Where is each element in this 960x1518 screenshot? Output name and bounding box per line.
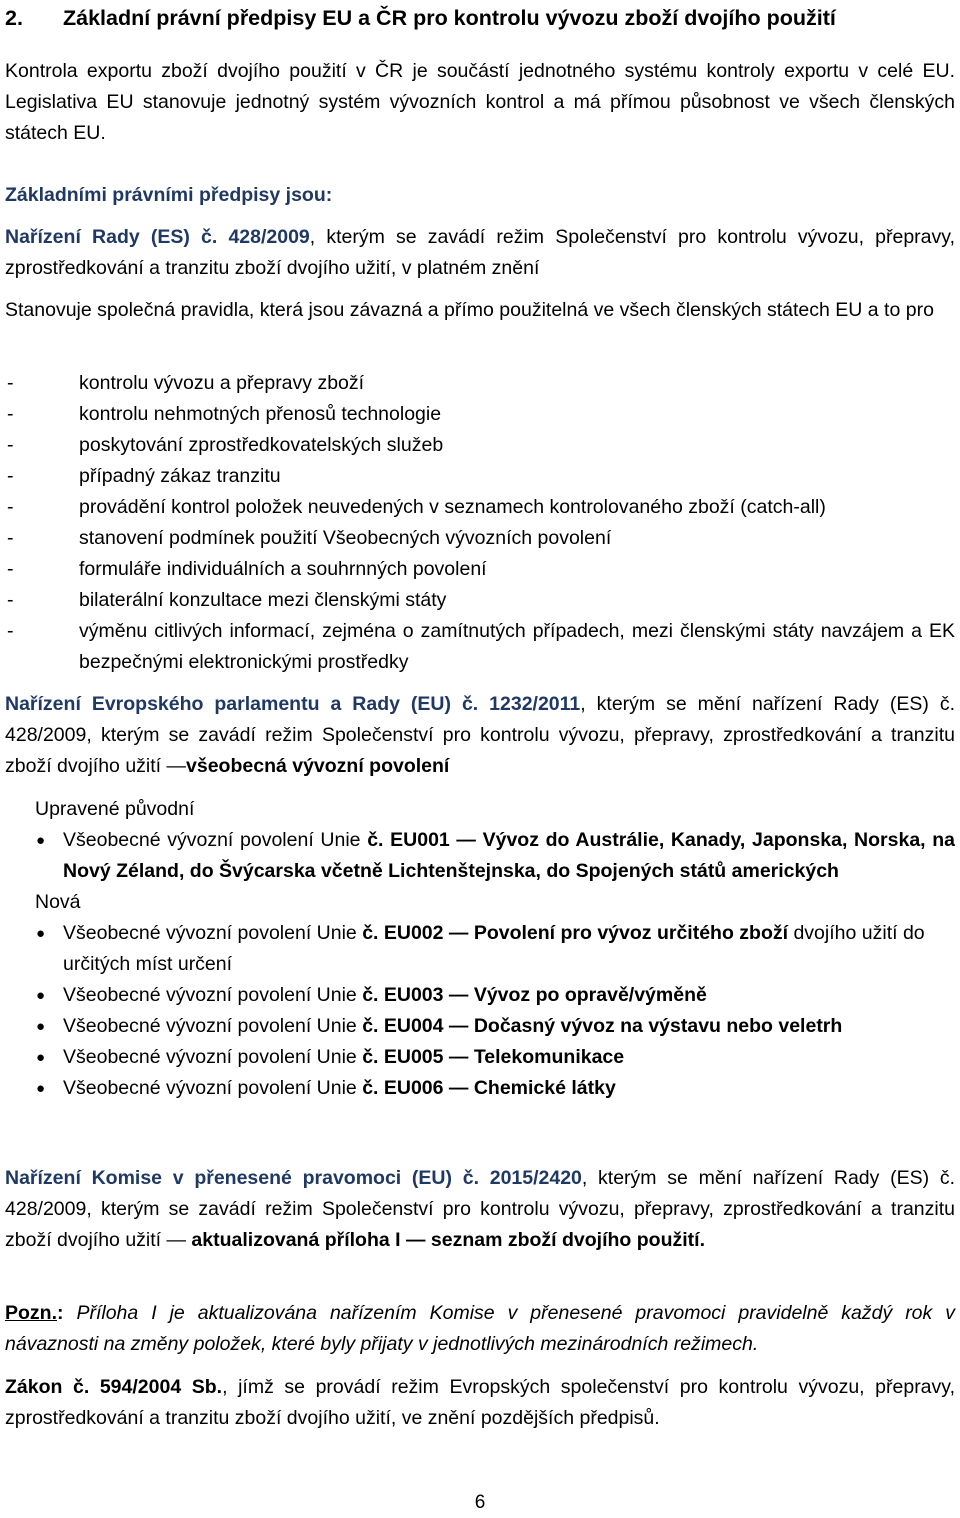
list-item: - případný zákaz tranzitu — [7, 465, 281, 487]
note-text: Příloha I je aktualizována nařízením Komise v přenesené pravomoci pravidelně každý rok v návaznosti na změny položek, které byly přijaty v jednotlivých mezinárodních režimech. — [5, 1302, 955, 1355]
bullet-icon: ● — [36, 832, 46, 849]
list-item: ● Všeobecné vývozní povolení Unie č. EU002 — Povolení pro vývoz určitého zboží dvojího užití do určitých míst určení — [5, 918, 955, 980]
regulation-1232-2011 — [5, 689, 955, 782]
regulation-428-2009 — [5, 222, 955, 284]
regulation-2015-2420 — [5, 1163, 955, 1256]
page-number: 6 — [474, 1492, 486, 1513]
new-label: Nová — [35, 891, 81, 913]
list-item: ● Všeobecné vývozní povolení Unie č. EU001 — Vývoz do Austrálie, Kanady, Japonska, Norska, na Nový Zéland, do Švýcarska včetně Lichtenštejnska, do Spojených států amerických — [5, 825, 955, 887]
bullet-icon: ● — [36, 925, 46, 942]
list-item: - stanovení podmínek použití Všeobecných vývozních povolení — [7, 527, 612, 549]
list-item: - bilaterální konzultace mezi členskými státy — [7, 589, 447, 611]
regulation-2015-2420-emphasis: aktualizovaná příloha I — seznam zboží dvojího použití. — [191, 1229, 705, 1251]
section-number: 2. — [5, 6, 23, 30]
regulation-scope-list — [5, 368, 955, 678]
regulation-428-2009-title: Nařízení Rady (ES) č. 428/2009 — [5, 226, 310, 248]
law-594-2004-title: Zákon č. 594/2004 Sb. — [5, 1376, 223, 1398]
list-item: ● Všeobecné vývozní povolení Unie č. EU005 — Telekomunikace — [5, 1042, 955, 1073]
note-paragraph: Pozn.: Příloha I je aktualizována nařízením Komise v přenesené pravomoci pravidelně každý rok v návaznosti na změny položek, které byly přijaty v jednotlivých mezinárodních režimech. — [5, 1302, 955, 1355]
regulation-1232-2011-emphasis: všeobecná vývozní povolení — [186, 755, 450, 777]
bullet-icon: ● — [36, 1018, 46, 1035]
intro-paragraph: Kontrola exportu zboží dvojího použití v ČR je součástí jednotného systému kontroly exportu v celé EU. Legislativa EU stanovuje jednotný systém vývozních kontrol a má přímou působnost ve všech členských státech EU. — [5, 60, 955, 144]
regulation-2015-2420-text: , kterým se mění nařízení Rady (ES) č. 428/2009, kterým se zavádí režim Společenství pro kontrolu vývozu, přepravy, zprostředkování a tranzitu zboží dvojího užití — — [5, 1167, 955, 1251]
modified-permits-list — [5, 825, 955, 887]
list-item: - kontrolu nehmotných přenosů technologie — [7, 403, 442, 425]
section-heading — [5, 3, 955, 33]
regulation-428-2009-description: Stanovuje společná pravidla, která jsou závazná a přímo použitelná ve všech členských státech EU a to pro — [5, 299, 934, 321]
new-permits-list — [5, 918, 955, 1104]
list-item: - poskytování zprostředkovatelských služeb — [7, 434, 444, 456]
regulation-1232-2011-text: , kterým se mění nařízení Rady (ES) č. 428/2009, kterým se zavádí režim Společenství pro kontrolu vývozu, přepravy, zprostředkování a tranzitu zboží dvojího užití — — [5, 693, 956, 777]
law-594-2004 — [5, 1372, 955, 1434]
list-item: ● Všeobecné vývozní povolení Unie č. EU003 — Vývoz po opravě/výměně — [5, 980, 955, 1011]
regulation-2015-2420-title: Nařízení Komise v přenesené pravomoci (EU) č. 2015/2420 — [5, 1167, 582, 1189]
bullet-icon: ● — [36, 987, 46, 1004]
law-594-2004-text: , jímž se provádí režim Evropských společenství pro kontrolu vývozu, přepravy, zprostředkování a tranzitu zboží dvojího užití, ve znění pozdějších předpisů. — [5, 1376, 955, 1429]
list-item: - provádění kontrol položek neuvedených v seznamech kontrolovaného zboží (catch-all) — [7, 496, 826, 518]
regulation-428-2009-text: , kterým se zavádí režim Společenství pro kontrolu vývozu, přepravy, zprostředkování a tranzitu zboží dvojího užití, v platném znění — [5, 226, 955, 279]
bullet-icon: ● — [36, 1049, 46, 1066]
list-item: - formuláře individuálních a souhrnných povolení — [7, 558, 487, 580]
bullet-icon: ● — [36, 1080, 46, 1097]
note-label: Pozn. — [5, 1302, 57, 1324]
modified-label: Upravené původní — [35, 798, 195, 820]
export-permits — [5, 794, 955, 1104]
list-item: ● Všeobecné vývozní povolení Unie č. EU006 — Chemické látky — [5, 1073, 955, 1104]
regulation-1232-2011-title: Nařízení Evropského parlamentu a Rady (EU) č. 1232/2011 — [5, 693, 581, 715]
list-item: ● Všeobecné vývozní povolení Unie č. EU004 — Dočasný vývoz na výstavu nebo veletrh — [5, 1011, 955, 1042]
list-item: - kontrolu vývozu a přepravy zboží — [7, 372, 365, 394]
section-title: Základní právní předpisy EU a ČR pro kontrolu vývozu zboží dvojího použití — [63, 6, 836, 30]
list-item: - výměnu citlivých informací, zejména o zamítnutých případech, mezi členskými státy navzájem a EK bezpečnými elektronickými prostředky — [7, 620, 955, 673]
subheading: Základními právními předpisy jsou: — [5, 184, 333, 206]
